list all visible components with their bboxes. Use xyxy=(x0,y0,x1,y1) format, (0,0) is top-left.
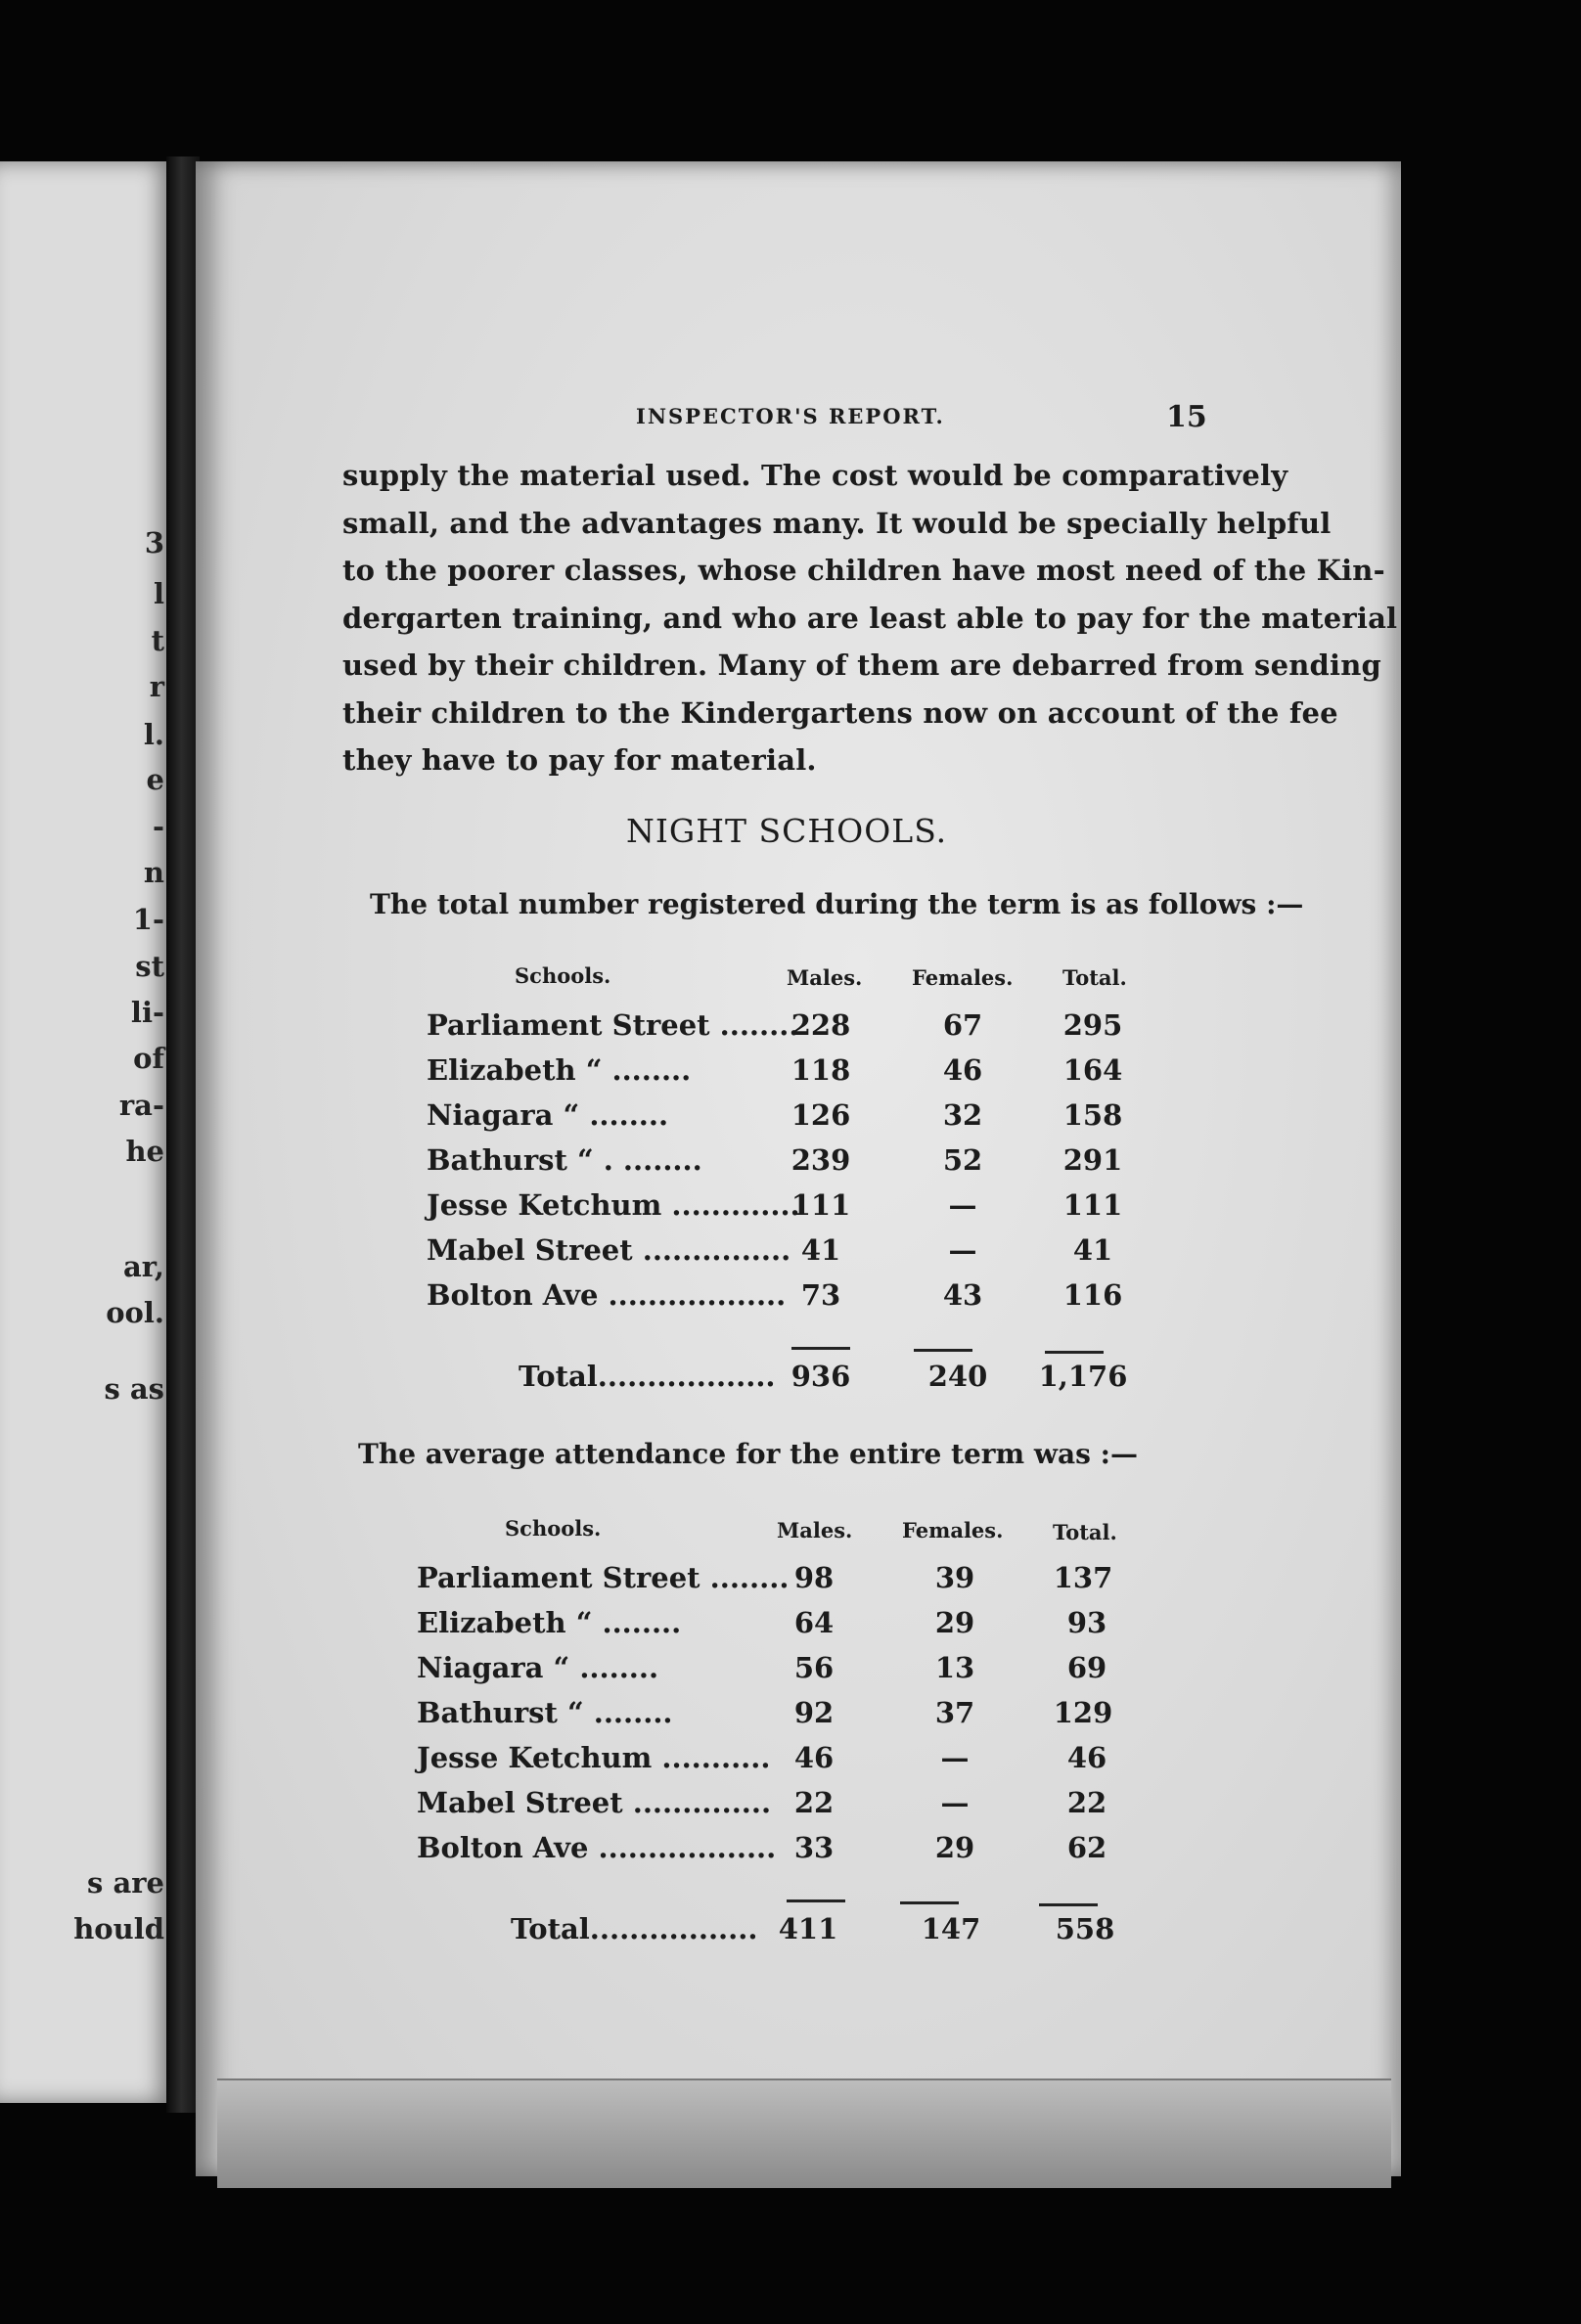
females-value: 43 xyxy=(942,1278,983,1312)
paragraph-line: their children to the Kindergartens now on account of the fee xyxy=(342,695,1338,730)
grand-total: 558 xyxy=(1055,1912,1115,1945)
females-value: — xyxy=(948,1233,977,1267)
running-head: INSPECTOR'S REPORT. xyxy=(636,404,945,428)
left-fragment: l. xyxy=(143,718,164,751)
table-row xyxy=(427,1053,1268,1098)
body-paragraph xyxy=(342,452,1398,784)
school-name: Elizabeth “ ........ xyxy=(427,1053,692,1087)
page-bottom-edge xyxy=(217,2078,1391,2188)
column-header-schools: Schools. xyxy=(515,963,611,988)
males-value: 92 xyxy=(793,1696,835,1729)
sum-rule xyxy=(914,1349,972,1352)
book-gutter xyxy=(166,156,200,2113)
females-value: 52 xyxy=(942,1143,983,1177)
females-value: 32 xyxy=(942,1098,983,1132)
total-value: 158 xyxy=(1062,1098,1123,1132)
attendance-table xyxy=(417,1516,1258,1966)
paragraph-line: to the poorer classes, whose children have most need of the Kin- xyxy=(342,554,1385,587)
school-name: Niagara “ ........ xyxy=(427,1098,669,1132)
registered-table xyxy=(427,963,1268,1413)
females-total: 147 xyxy=(921,1912,981,1945)
paragraph-line: they have to pay for material. xyxy=(342,743,817,777)
column-header-males: Males. xyxy=(777,1518,853,1542)
school-name: Bathurst “ . ........ xyxy=(427,1143,702,1177)
left-fragment: st xyxy=(135,950,164,983)
females-value: — xyxy=(940,1741,970,1774)
table-row xyxy=(417,1606,1258,1651)
females-total: 240 xyxy=(927,1360,988,1393)
paragraph-line: dergarten training, and who are least able to pay for the material xyxy=(342,601,1398,635)
males-value: 126 xyxy=(790,1098,851,1132)
males-value: 22 xyxy=(793,1786,835,1819)
females-value: 29 xyxy=(934,1831,975,1864)
attendance-intro: The average attendance for the entire term was :— xyxy=(358,1438,1138,1470)
total-value: 137 xyxy=(1053,1561,1113,1594)
total-value: 46 xyxy=(1066,1741,1107,1774)
males-value: 98 xyxy=(793,1561,835,1594)
school-name: Mabel Street .............. xyxy=(417,1786,772,1819)
column-header-total: Total. xyxy=(1053,1520,1117,1544)
total-value: 291 xyxy=(1062,1143,1123,1177)
grand-total: 1,176 xyxy=(1038,1360,1128,1393)
column-header-total: Total. xyxy=(1062,965,1127,990)
total-value: 69 xyxy=(1066,1651,1107,1684)
sum-rule xyxy=(900,1901,959,1904)
table-row xyxy=(417,1651,1258,1696)
males-value: 239 xyxy=(790,1143,851,1177)
table-row xyxy=(427,1233,1268,1278)
column-header-schools: Schools. xyxy=(505,1516,602,1541)
table-row xyxy=(427,1008,1268,1053)
total-value: 62 xyxy=(1066,1831,1107,1864)
paragraph-line: small, and the advantages many. It would be specially helpful xyxy=(342,506,1332,540)
left-fragment: of xyxy=(133,1042,164,1075)
males-total: 411 xyxy=(778,1912,838,1945)
column-header-females: Females. xyxy=(912,965,1014,990)
section-title: NIGHT SCHOOLS. xyxy=(626,812,948,850)
total-row xyxy=(427,1360,1268,1405)
school-name: Parliament Street ........ xyxy=(427,1008,799,1042)
table-row xyxy=(417,1831,1258,1876)
left-fragment: ra- xyxy=(118,1089,164,1122)
females-value: 67 xyxy=(942,1008,983,1042)
females-value: 37 xyxy=(934,1696,975,1729)
sum-rule xyxy=(791,1347,850,1350)
left-fragment: ool. xyxy=(106,1296,164,1329)
total-value: 41 xyxy=(1072,1233,1113,1267)
females-value: 39 xyxy=(934,1561,975,1594)
school-name: Jesse Ketchum ........... xyxy=(417,1741,771,1774)
table-row xyxy=(427,1278,1268,1323)
left-fragment: e xyxy=(146,763,164,796)
left-fragment: he xyxy=(125,1135,164,1168)
left-fragment: n xyxy=(143,856,164,889)
school-name: Parliament Street ........ xyxy=(417,1561,790,1594)
left-fragment: hould xyxy=(73,1912,164,1945)
school-name: Niagara “ ........ xyxy=(417,1651,659,1684)
column-header-females: Females. xyxy=(902,1518,1004,1542)
males-value: 118 xyxy=(790,1053,851,1087)
paragraph-line: supply the material used. The cost would be comparatively xyxy=(342,459,1288,492)
table-row xyxy=(427,1188,1268,1233)
males-value: 56 xyxy=(793,1651,835,1684)
left-fragment: l xyxy=(153,577,164,610)
left-fragment: li- xyxy=(130,996,164,1029)
left-fragment: t xyxy=(151,624,164,657)
left-fragment: s are xyxy=(87,1866,164,1899)
left-fragment: r xyxy=(149,670,164,703)
school-name: Elizabeth “ ........ xyxy=(417,1606,682,1639)
left-page-edge xyxy=(0,161,174,2103)
page-number: 15 xyxy=(1166,400,1207,434)
left-fragment: s as xyxy=(104,1372,164,1406)
table-row xyxy=(417,1741,1258,1786)
sum-rule xyxy=(1039,1903,1098,1906)
males-value: 64 xyxy=(793,1606,835,1639)
females-value: — xyxy=(948,1188,977,1222)
sum-rule xyxy=(1045,1351,1104,1354)
school-name: Bolton Ave .................. xyxy=(417,1831,777,1864)
males-value: 228 xyxy=(790,1008,851,1042)
males-value: 33 xyxy=(793,1831,835,1864)
total-value: 93 xyxy=(1066,1606,1107,1639)
table-row xyxy=(417,1786,1258,1831)
total-value: 129 xyxy=(1053,1696,1113,1729)
table-row xyxy=(427,1098,1268,1143)
total-label: Total................. xyxy=(511,1912,758,1945)
total-value: 22 xyxy=(1066,1786,1107,1819)
total-value: 111 xyxy=(1062,1188,1123,1222)
males-value: 46 xyxy=(793,1741,835,1774)
table-row xyxy=(417,1561,1258,1606)
school-name: Mabel Street ............... xyxy=(427,1233,791,1267)
table-row xyxy=(427,1143,1268,1188)
left-fragment: ar, xyxy=(122,1250,164,1283)
males-total: 936 xyxy=(790,1360,851,1393)
left-fragment: 3 xyxy=(144,526,164,559)
males-value: 111 xyxy=(790,1188,851,1222)
paragraph-line: used by their children. Many of them are debarred from sending xyxy=(342,648,1381,682)
total-value: 164 xyxy=(1062,1053,1123,1087)
total-label: Total.................. xyxy=(519,1360,776,1393)
left-fragment: - xyxy=(152,810,164,843)
females-value: — xyxy=(940,1786,970,1819)
total-value: 295 xyxy=(1062,1008,1123,1042)
males-value: 41 xyxy=(800,1233,841,1267)
females-value: 29 xyxy=(934,1606,975,1639)
males-value: 73 xyxy=(800,1278,841,1312)
registered-intro: The total number registered during the term is as follows :— xyxy=(370,888,1304,920)
column-header-males: Males. xyxy=(787,965,863,990)
females-value: 46 xyxy=(942,1053,983,1087)
sum-rule xyxy=(787,1899,845,1902)
total-value: 116 xyxy=(1062,1278,1123,1312)
table-row xyxy=(417,1696,1258,1741)
total-row xyxy=(417,1912,1258,1957)
school-name: Bolton Ave .................. xyxy=(427,1278,787,1312)
females-value: 13 xyxy=(934,1651,975,1684)
school-name: Jesse Ketchum ............. xyxy=(427,1188,800,1222)
left-fragment: 1- xyxy=(132,903,164,936)
school-name: Bathurst “ ........ xyxy=(417,1696,673,1729)
